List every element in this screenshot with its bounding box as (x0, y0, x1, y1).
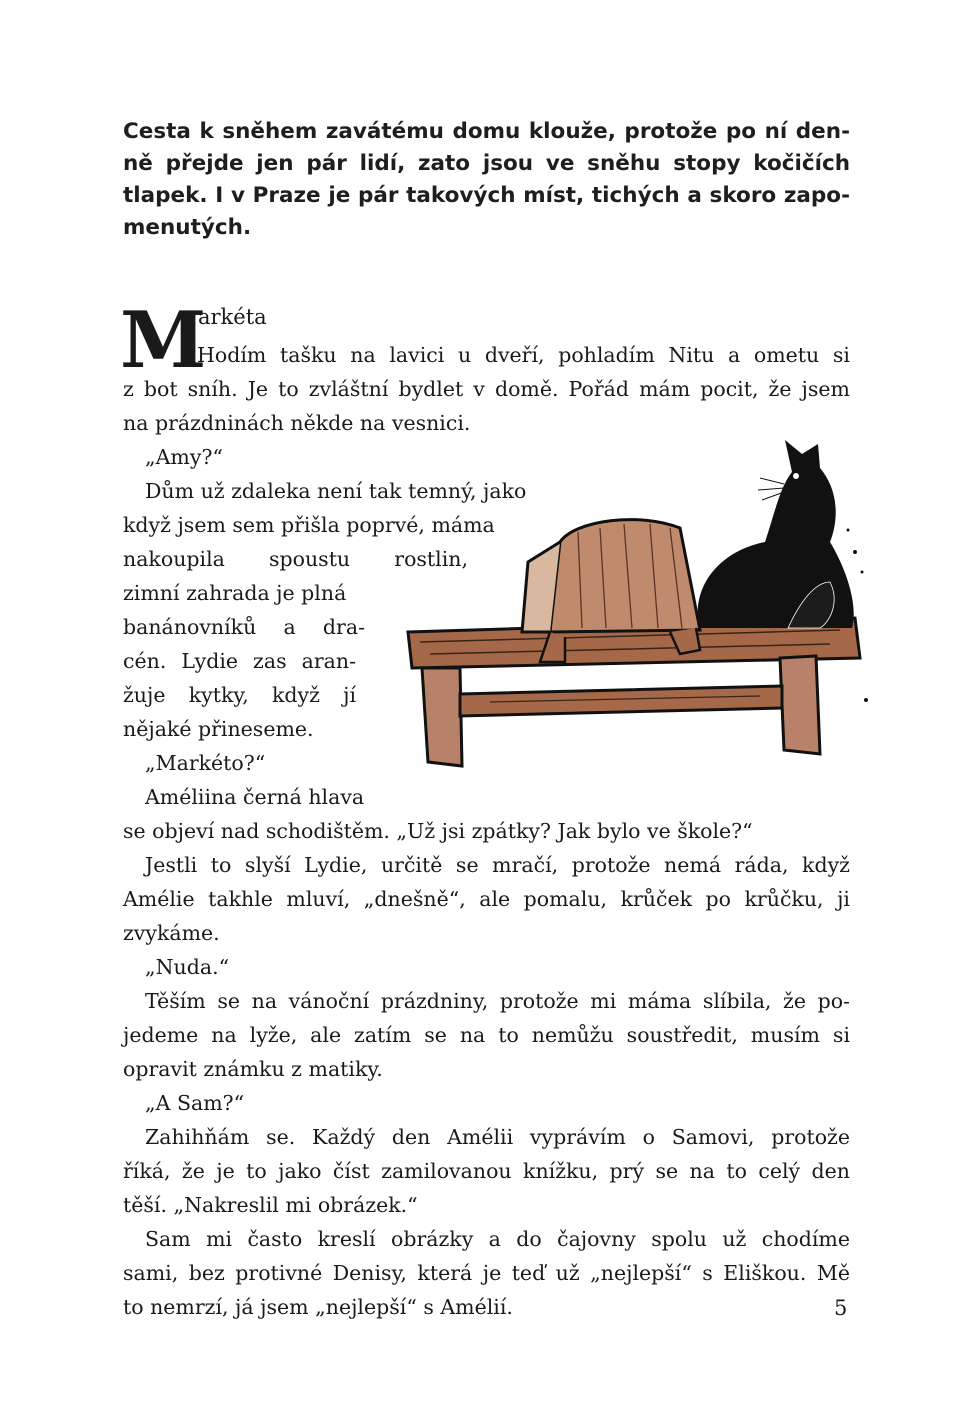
text-line: „Amy?“ (145, 445, 223, 469)
text-line: jedeme na lyže, ale zatím se na to nemůžu soustředit, musím si (123, 1023, 850, 1047)
intro-line: menutých. (123, 215, 252, 240)
text-line: „A Sam?“ (145, 1091, 245, 1115)
text-line: Améliina černá hlava (145, 785, 365, 809)
page-number: 5 (834, 1296, 848, 1320)
intro-line: Cesta k sněhem zavátému domu klouže, protože po ní den- (123, 119, 850, 144)
text-line: z bot sníh. Je to zvláštní bydlet v domě. Pořád mám pocit, že jsem (123, 377, 850, 401)
text-line: cén. Lydie zas aran- (123, 649, 356, 673)
text-line: Amélie takhle mluví, „dnešně“, ale pomalu, krůček po krůčku, ji (123, 887, 850, 911)
text-line: to nemrzí, já jsem „nejlepší“ s Amélií. (123, 1295, 513, 1319)
first-line-block (197, 338, 850, 372)
intro-line: ně přejde jen pár lidí, zato jsou ve sněhu stopy kočičích (123, 151, 850, 176)
text-line: nějaké přineseme. (123, 717, 314, 741)
text-line: když jsem sem přišla poprvé, máma (123, 513, 495, 537)
text-line: Hodím tašku na lavici u dveří, pohladím Nitu a ometu si (197, 343, 850, 367)
chapter-heading: arkéta (198, 305, 267, 329)
text-line: žuje kytky, když jí (123, 683, 356, 707)
drop-cap: M (120, 295, 205, 386)
intro-line: tlapek. I v Praze je pár takových míst, tichých a skoro zapo- (123, 183, 850, 208)
text-line: nakoupila spoustu rostlin, (123, 547, 468, 571)
text-line: sami, bez protivné Denisy, která je teď už „nejlepší“ s Eliškou. Mě (123, 1261, 850, 1285)
text-line: Dům už zdaleka není tak temný, jako (145, 479, 527, 503)
intro-paragraph (123, 116, 850, 244)
text-line: opravit známku z matiky. (123, 1057, 383, 1081)
text-line: Zahihňám se. Každý den Amélii vyprávím o Samovi, protože (145, 1125, 850, 1149)
text-line: zvykáme. (123, 921, 220, 945)
text-line: se objeví nad schodištěm. „Už jsi zpátky? Jak bylo ve škole?“ (123, 819, 753, 843)
text-line: „Markéto?“ (145, 751, 266, 775)
text-line: těší. „Nakreslil mi obrázek.“ (123, 1193, 418, 1217)
text-line: Sam mi často kreslí obrázky a do čajovny spolu už chodíme (145, 1227, 850, 1251)
text-line: banánovníků a dra- (123, 615, 365, 639)
text-line: říká, že je to jako číst zamilovanou knížku, prý se na to celý den (123, 1159, 850, 1183)
text-line: Jestli to slyší Lydie, určitě se mračí, protože nemá ráda, když (145, 853, 850, 877)
text-line: zimní zahrada je plná (123, 581, 347, 605)
text-line: Těším se na vánoční prázdniny, protože mi máma slíbila, že po- (145, 989, 850, 1013)
text-line: „Nuda.“ (145, 955, 230, 979)
text-line: na prázdninách někde na vesnici. (123, 411, 471, 435)
cat-on-bench-with-backpack-illustration (400, 432, 870, 768)
